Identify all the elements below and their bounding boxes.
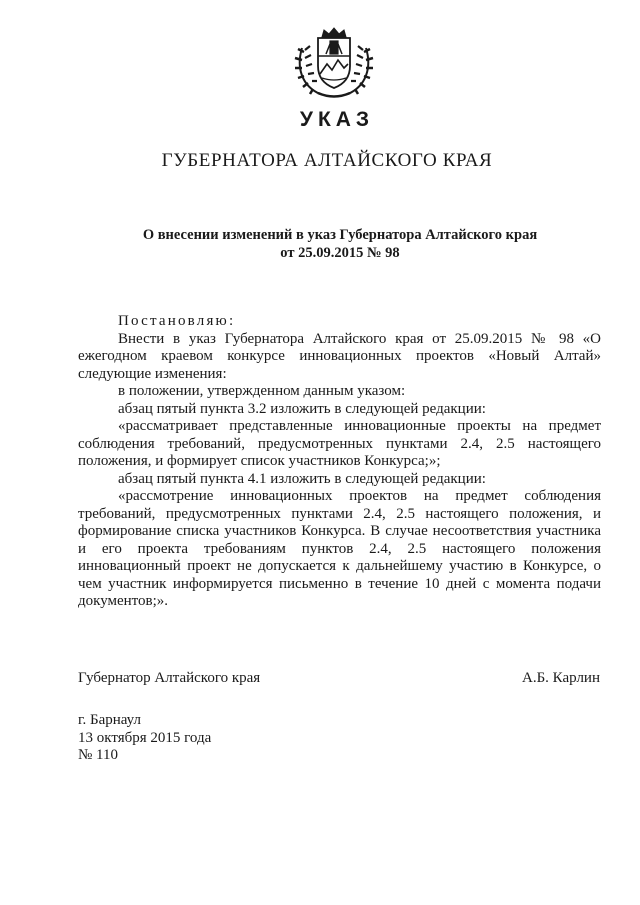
issue-date: 13 октября 2015 года — [78, 729, 212, 746]
document-title — [0, 226, 640, 262]
document-type-heading: УКАЗ — [299, 108, 375, 131]
document-title-line1: О внесении изменений в указ Губернатора Алтайского края — [142, 227, 538, 243]
issuer-heading: ГУБЕРНАТОРА АЛТАЙСКОГО КРАЯ — [161, 150, 493, 171]
body-paragraph: абзац пятый пункта 4.1 изложить в следующей редакции: — [118, 470, 486, 487]
body-paragraph: Постановляю: — [118, 313, 236, 329]
body-paragraph: абзац пятый пункта 3.2 изложить в следующей редакции: — [118, 400, 486, 417]
issue-place: г. Барнаул — [78, 712, 141, 728]
body-paragraph: «рассматривает представленные инновационные проекты на предмет соблюдения требований, предусмотренных пунктами 2.4, 2.5 настоящего положения, и формирует список участников Конкурса;»; — [78, 418, 601, 469]
body-paragraph: «рассмотрение инновационных проектов на предмет соблюдения требований, предусмотренных пунктами 2.4, 2.5 настоящего положения, и формирование списка участников Конкурса. В случае несоответствия участника и его проекта требованиям пунктов 2.4, 2.5 настоящего положения инновационный проект не допускается к дальнейшему участию в Конкурсе, о чем участник информируется письменно в течение 10 дней с момента подачи документов;». — [78, 488, 601, 609]
document-body — [78, 313, 601, 611]
body-paragraph: в положении, утвержденном данным указом: — [118, 383, 406, 399]
body-paragraph: Внести в указ Губернатора Алтайского края от 25.09.2015 № 98 «О ежегодном краевом конкурсе инновационных проектов «Новый Алтай» следующие изменения: — [78, 330, 601, 382]
signatory-title: Губернатор Алтайского края — [78, 670, 261, 686]
coat-of-arms-emblem — [292, 26, 376, 100]
document-number: № 110 — [78, 747, 119, 763]
signatory-name: А.Б. Карлин — [521, 670, 600, 686]
document-footer — [78, 712, 211, 765]
document-title-line2: от 25.09.2015 № 98 — [280, 245, 400, 261]
